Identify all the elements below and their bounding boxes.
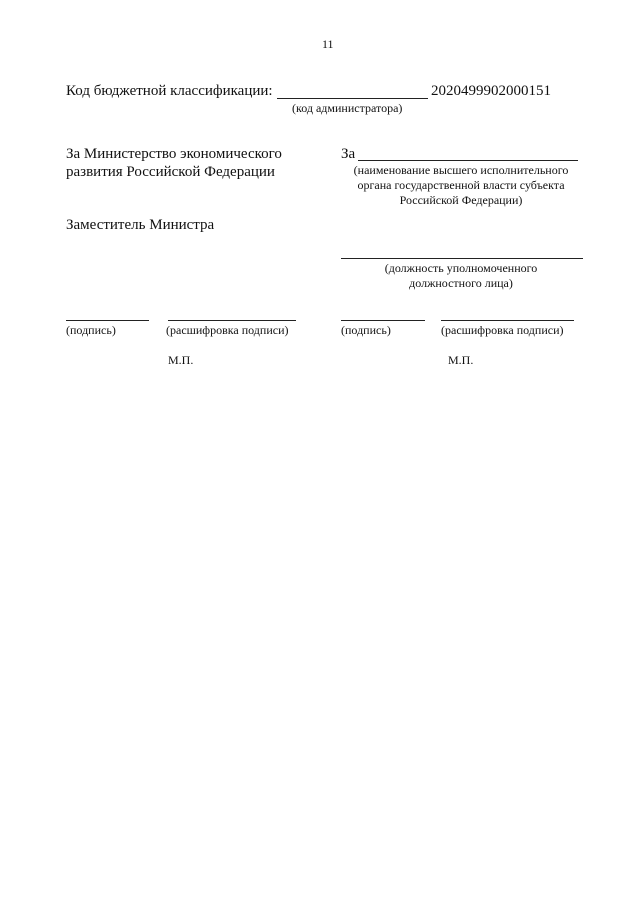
left-signature-caption: (подпись) <box>66 323 116 337</box>
administrator-code-caption: (код администратора) <box>292 101 403 115</box>
right-party-position-caption-line2: должностного лица) <box>409 276 513 290</box>
left-party-name-line2: развития Российской Федерации <box>66 164 275 180</box>
page-number: 11 <box>322 37 334 51</box>
left-stamp-place: М.П. <box>168 353 194 367</box>
left-decryption-caption: (расшифровка подписи) <box>166 323 289 337</box>
right-decryption-line <box>441 320 574 321</box>
right-signature-line <box>341 320 425 321</box>
right-party-name-caption-line3: Российской Федерации) <box>399 193 523 207</box>
right-stamp-place: М.П. <box>448 353 474 367</box>
left-decryption-line <box>168 320 296 321</box>
right-party-position-field-line <box>341 258 583 259</box>
left-party-position: Заместитель Министра <box>66 217 215 233</box>
budget-classification-label: Код бюджетной классификации: <box>66 83 273 99</box>
administrator-code-field-line <box>277 98 428 99</box>
right-party-name-field-line <box>358 160 578 161</box>
right-party-name-caption-line2: органа государственной власти субъекта <box>357 178 565 192</box>
right-party-position-caption-line1: (должность уполномоченного <box>384 261 538 275</box>
left-signature-line <box>66 320 149 321</box>
budget-classification-code: 2020499902000151 <box>431 83 551 99</box>
right-party-name-caption-line1: (наименование высшего исполнительного <box>353 163 569 177</box>
right-signature-caption: (подпись) <box>341 323 391 337</box>
right-party-prefix: За <box>341 146 356 162</box>
left-party-name-line1: За Министерство экономического <box>66 146 282 162</box>
right-decryption-caption: (расшифровка подписи) <box>441 323 564 337</box>
